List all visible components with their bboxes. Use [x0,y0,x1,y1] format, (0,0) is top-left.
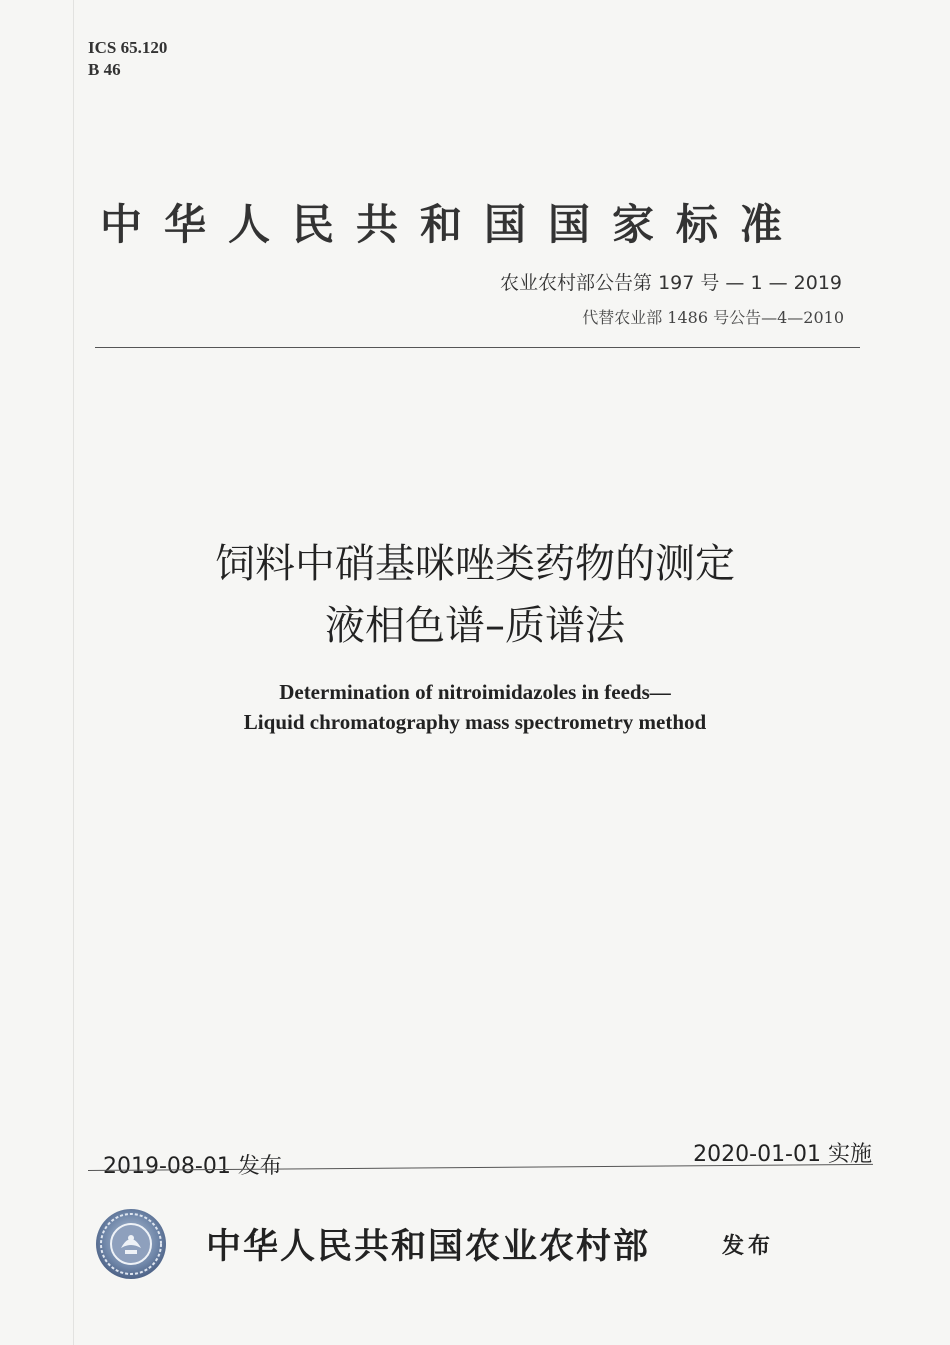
chinese-title-line-2: 液相色谱–质谱法 [325,603,625,649]
issuing-label: 发布 [722,1234,775,1259]
issuing-authority: 中华人民共和国农业农村部 [206,1227,651,1267]
classification-code: B 46 [88,60,121,79]
implementation-date: 2020-01-01 实施 [693,1142,872,1167]
chinese-title-line-1: 饲料中硝基咪唑类药物的测定 [215,541,735,587]
english-title-line-1: Determination of nitroimidazoles in feeds— [279,680,671,704]
english-title-line-2: Liquid chromatography mass spectrometry method [243,710,707,734]
replaces-number: 代替农业部 1486 号公告—4—2010 [582,308,844,327]
national-standard-title: 中华人民共和国国家标准 [100,200,805,249]
document-number: 农业农村部公告第 197 号 — 1 — 2019 [500,272,842,294]
issue-date: 2019-08-01 发布 [103,1154,282,1179]
ics-code: ICS 65.120 [88,38,168,57]
top-divider [95,347,860,348]
ministry-emblem-icon [95,1208,167,1280]
binding-margin-line [73,0,74,1345]
